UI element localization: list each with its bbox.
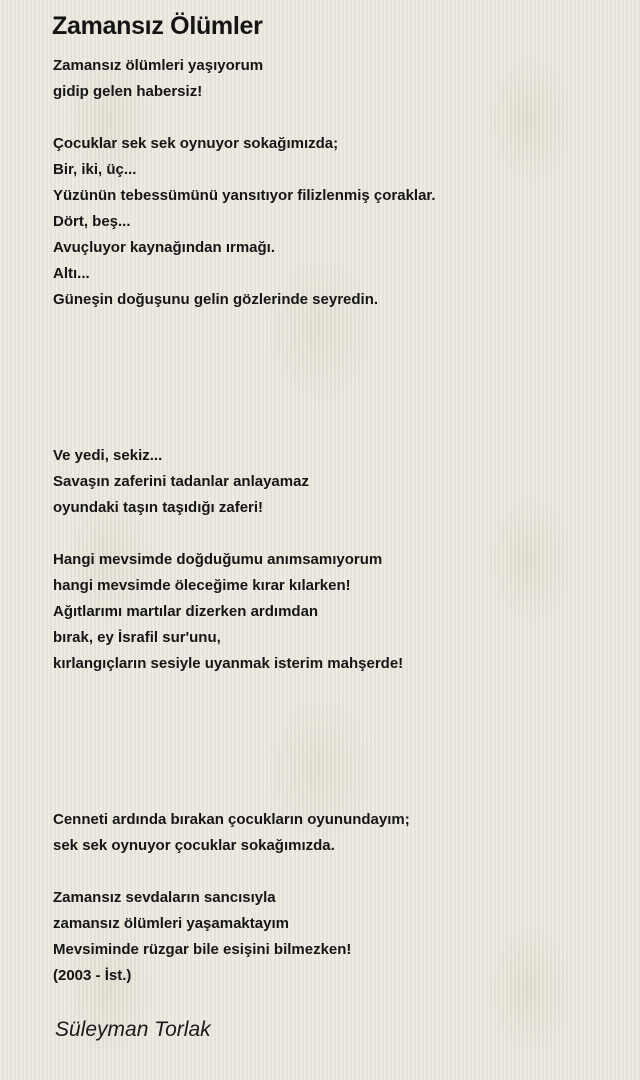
poem-stanza-break [53, 781, 623, 807]
poem-stanza-break [53, 365, 623, 391]
poem-stanza-break [53, 391, 623, 417]
poem-line: Ağıtlarımı martılar dizerken ardımdan [53, 603, 319, 620]
poem-stanza-break [53, 313, 623, 339]
poem-line: Yüzünün tebessümünü yansıtıyor filizlenmiş çoraklar. [53, 187, 436, 204]
poem-stanza-break [53, 677, 623, 703]
poem-line: Ve yedi, sekiz... [53, 447, 163, 464]
poem-line: Mevsiminde rüzgar bile esişini bilmezken! [53, 941, 352, 958]
poem-line: zamansız ölümleri yaşamaktayım [53, 915, 289, 932]
poem-stanza-break [53, 703, 623, 729]
poem-line: Zamansız sevdaların sancısıyla [53, 889, 276, 906]
poem-line: Avuçluyor kaynağından ırmağı. [53, 239, 276, 256]
poem-stanza-break [53, 521, 623, 547]
poem-title: Zamansız Ölümler [52, 12, 263, 40]
poem-line: Cenneti ardında bırakan çocukların oyunundayım; [53, 811, 410, 828]
poem-line: kırlangıçların sesiyle uyanmak isterim mahşerde! [53, 655, 404, 672]
poem-line: bırak, ey İsrafil sur'unu, [53, 629, 221, 646]
poem-line: hangi mevsimde öleceğime kırar kılarken! [53, 577, 351, 594]
poem-line: oyundaki taşın taşıdığı zaferi! [53, 499, 264, 516]
poem-line: (2003 - İst.) [53, 967, 132, 984]
poem-line: gidip gelen habersiz! [53, 83, 203, 100]
poem-line: Savaşın zaferini tadanlar anlayamaz [53, 473, 309, 490]
poem-line: sek sek oynuyor çocuklar sokağımızda. [53, 837, 335, 854]
poem-line: Zamansız ölümleri yaşıyorum [53, 57, 264, 74]
poem-stanza-break [53, 105, 623, 131]
poem-stanza-break [53, 729, 623, 755]
poem-line: Altı... [53, 265, 90, 282]
poem-stanza-break [53, 859, 623, 885]
poem-line: Bir, iki, üç... [53, 161, 137, 178]
poem-line: Çocuklar sek sek oynuyor sokağımızda; [53, 135, 339, 152]
poem-author: Süleyman Torlak [55, 1018, 211, 1041]
poem-stanza-break [53, 755, 623, 781]
poem-line: Güneşin doğuşunu gelin gözlerinde seyredin. [53, 291, 379, 308]
poem-line: Dört, beş... [53, 213, 131, 230]
poem-stanza-break [53, 339, 623, 365]
poem-line: Hangi mevsimde doğduğumu anımsamıyorum [53, 551, 383, 568]
poem-stanza-break [53, 417, 623, 443]
poem-body [53, 53, 623, 989]
